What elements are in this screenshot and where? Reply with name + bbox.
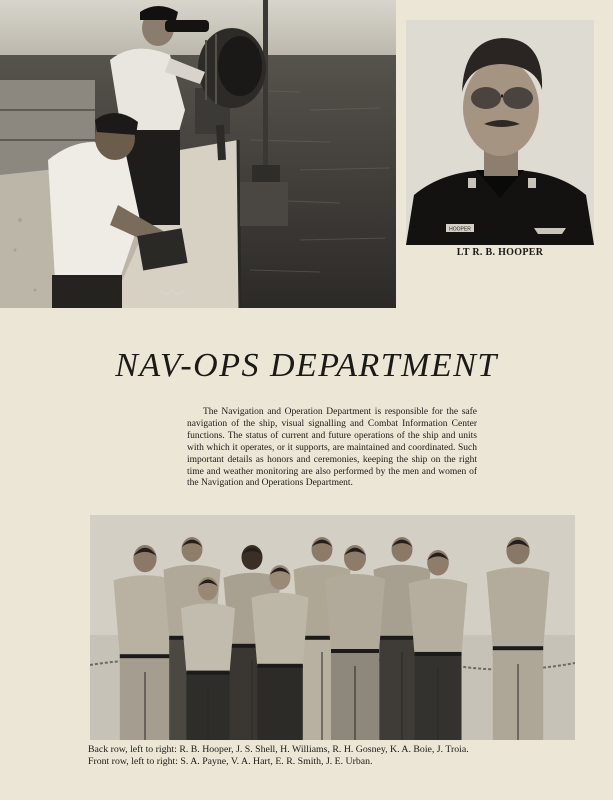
group-photo [90, 515, 575, 740]
name-tag: HOOPER [449, 226, 471, 233]
officer-portrait-photo [406, 20, 594, 245]
group-photo-caption [88, 744, 588, 769]
front-row-caption: Front row, left to right: S. A. Payne, V. A. Hart, E. R. Smith, J. E. Urban. [88, 756, 373, 768]
portrait-caption: LT R. B. HOOPER [456, 247, 544, 258]
back-row-caption: Back row, left to right: R. B. Hooper, J. S. Shell, H. Williams, R. H. Gosney, K. A. Boie, J. Troia. [88, 744, 469, 755]
department-description: The Navigation and Operation Department is responsible for the safe navigation of the ship, visual signalling and Combat Information Center functions. The status of current and future operations of the ship and units with which it operates, or it supports, are maintained and coordinated. Such important details as honors and ceremonies, keeping the ship on the right time and weather monitoring are also performed by the men and women of the Navigation and Operations Department. [187, 407, 477, 489]
page-title: NAV-OPS DEPARTMENT [115, 347, 498, 384]
signal-lamp-photo [0, 0, 396, 308]
